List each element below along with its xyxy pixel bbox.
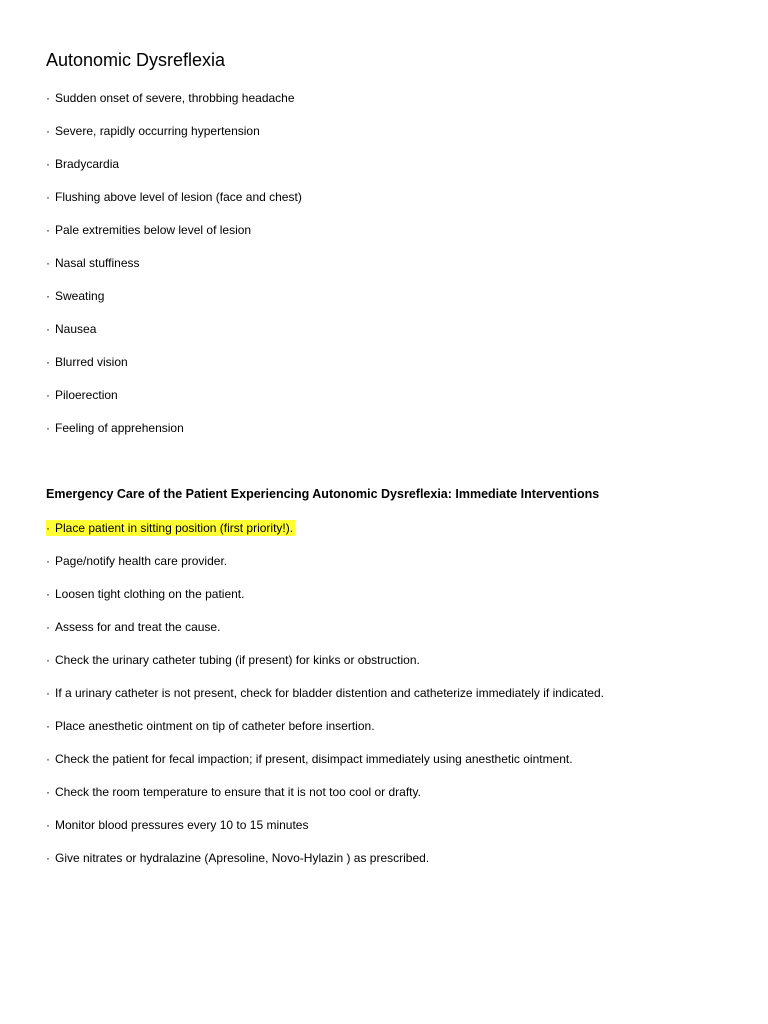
list-item <box>46 90 302 106</box>
symptoms-list <box>46 90 302 453</box>
bullet: · <box>46 785 50 799</box>
bullet: · <box>46 686 50 700</box>
bullet: · <box>46 190 50 204</box>
symptom-text: Nasal stuffiness <box>55 256 140 270</box>
bullet: · <box>46 653 50 667</box>
intervention-text: Loosen tight clothing on the patient. <box>55 587 245 601</box>
symptom-text: Pale extremities below level of lesion <box>55 223 252 237</box>
intervention-text: Place anesthetic ointment on tip of catheter before insertion. <box>55 719 375 733</box>
list-item-highlighted <box>46 520 604 536</box>
bullet: · <box>46 620 50 634</box>
bullet: · <box>46 554 50 568</box>
list-item <box>46 156 302 172</box>
list-item <box>46 784 604 800</box>
list-item <box>46 751 604 767</box>
bullet: · <box>46 521 50 535</box>
bullet: · <box>46 322 50 336</box>
bullet: · <box>46 421 50 435</box>
symptom-text: Severe, rapidly occurring hypertension <box>55 124 260 138</box>
intervention-text: Assess for and treat the cause. <box>55 620 221 634</box>
symptom-text: Sudden onset of severe, throbbing headache <box>55 91 295 105</box>
symptom-text: Piloerection <box>55 388 118 402</box>
list-item <box>46 354 302 370</box>
list-item <box>46 850 604 866</box>
highlight <box>46 520 295 536</box>
intervention-text: Page/notify health care provider. <box>55 554 228 568</box>
intervention-text: If a urinary catheter is not present, check for bladder distention and catheterize immediately if indicated. <box>55 686 604 700</box>
intervention-text: Monitor blood pressures every 10 to 15 minutes <box>55 818 309 832</box>
list-item <box>46 123 302 139</box>
list-item <box>46 420 302 436</box>
list-item <box>46 288 302 304</box>
intervention-text: Check the urinary catheter tubing (if present) for kinks or obstruction. <box>55 653 420 667</box>
bullet: · <box>46 91 50 105</box>
bullet: · <box>46 818 50 832</box>
symptom-text: Flushing above level of lesion (face and chest) <box>55 190 302 204</box>
list-item <box>46 652 604 668</box>
list-item <box>46 222 302 238</box>
interventions-list <box>46 520 604 883</box>
list-item <box>46 321 302 337</box>
bullet: · <box>46 289 50 303</box>
symptom-text: Blurred vision <box>55 355 128 369</box>
bullet: · <box>46 851 50 865</box>
bullet: · <box>46 355 50 369</box>
bullet: · <box>46 752 50 766</box>
bullet: · <box>46 388 50 402</box>
symptom-text: Bradycardia <box>55 157 120 171</box>
symptom-text: Feeling of apprehension <box>55 421 184 435</box>
list-item <box>46 619 604 635</box>
list-item <box>46 817 604 833</box>
page-title: Autonomic Dysreflexia <box>46 50 226 70</box>
list-item <box>46 718 604 734</box>
interventions-heading: Emergency Care of the Patient Experiencing Autonomic Dysreflexia: Immediate Interventions <box>46 487 600 501</box>
intervention-text: Check the room temperature to ensure that it is not too cool or drafty. <box>55 785 421 799</box>
list-item <box>46 586 604 602</box>
list-item <box>46 685 604 701</box>
bullet: · <box>46 256 50 270</box>
list-item <box>46 553 604 569</box>
list-item <box>46 387 302 403</box>
list-item <box>46 255 302 271</box>
bullet: · <box>46 124 50 138</box>
bullet: · <box>46 157 50 171</box>
bullet: · <box>46 719 50 733</box>
bullet: · <box>46 223 50 237</box>
symptom-text: Sweating <box>55 289 105 303</box>
intervention-text: Check the patient for fecal impaction; if present, disimpact immediately using anesthetic ointment. <box>55 752 573 766</box>
list-item <box>46 189 302 205</box>
intervention-text: Give nitrates or hydralazine (Apresoline, Novo-Hylazin ) as prescribed. <box>55 851 430 865</box>
bullet: · <box>46 587 50 601</box>
intervention-text: Place patient in sitting position (first priority!). <box>55 521 294 535</box>
symptom-text: Nausea <box>55 322 97 336</box>
